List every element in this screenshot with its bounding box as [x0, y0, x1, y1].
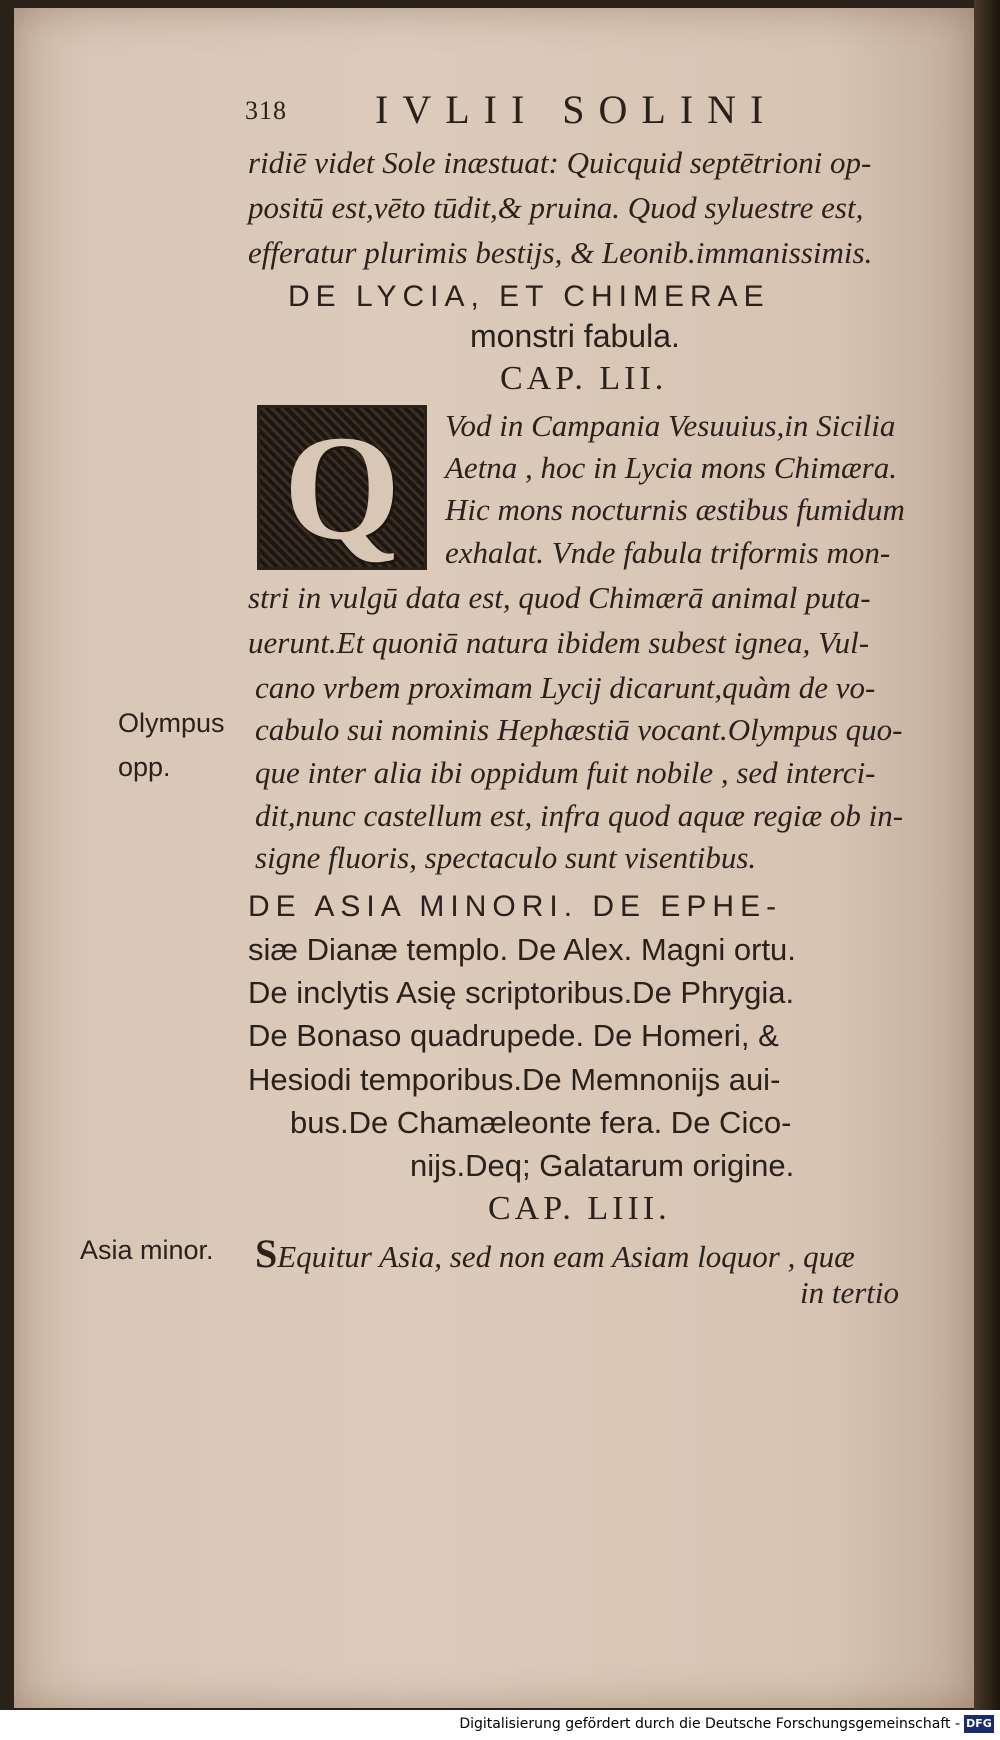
chapter-heading: De inclytis Asię scriptoribus.De Phrygia. — [248, 975, 795, 1010]
text-line: signe fluoris, spectaculo sunt visentibus. — [255, 840, 757, 875]
decorated-initial — [257, 405, 427, 570]
text-line: que inter alia ibi oppidum fuit nobile , sed interci- — [255, 755, 876, 790]
running-head — [245, 86, 785, 132]
footer-bar — [0, 1712, 1000, 1740]
margin-note: Asia minor. — [80, 1235, 214, 1265]
chapter-heading: siæ Dianæ templo. De Alex. Magni ortu. — [248, 932, 796, 967]
text-line: stri in vulgū data est, quod Chimærā animal puta- — [248, 580, 871, 615]
text-line: dit,nunc castellum est, infra quod aquæ regiæ ob in- — [255, 798, 904, 833]
initial-letter: Q — [283, 404, 401, 571]
margin-note: opp. — [118, 752, 171, 782]
text-line-rest: Equitur Asia, sed non eam Asiam loquor , quæ — [277, 1239, 855, 1274]
chapter-label: CAP. LIII. — [488, 1190, 671, 1227]
text-line: positū est,vēto tūdit,& pruina. Quod syluestre est, — [248, 190, 864, 225]
text-line: Hic mons nocturnis æstibus fumidum — [445, 492, 905, 527]
drop-letter: S — [255, 1231, 278, 1276]
text-line: ridiē videt Sole inæstuat: Quicquid septētrioni op- — [248, 145, 872, 180]
text-line: efferatur plurimis bestijs, & Leonib.immanissimis. — [248, 235, 873, 270]
text-line: Aetna , hoc in Lycia mons Chimæra. — [445, 450, 897, 485]
text-line: uerunt.Et quoniā natura ibidem subest ignea, Vul- — [248, 625, 870, 660]
text-line: Vod in Campania Vesuuius,in Sicilia — [445, 408, 896, 443]
text-line: cano vrbem proximam Lycij dicarunt,quàm de vo- — [255, 670, 876, 705]
text-line: exhalat. Vnde fabula triformis mon- — [445, 535, 891, 570]
chapter-heading: Hesiodi temporibus.De Memnonijs aui- — [248, 1062, 781, 1097]
chapter-heading: DE ASIA MINORI. DE EPHE- — [248, 890, 783, 923]
footer-credit: Digitalisierung gefördert durch die Deutsche Forschungsgemeinschaft - — [459, 1716, 960, 1732]
chapter-heading: nijs.Deq; Galatarum origine. — [410, 1148, 795, 1183]
margin-note: Olympus — [118, 708, 225, 738]
catchword: in tertio — [800, 1275, 900, 1310]
text-line: cabulo sui nominis Hephæstiā vocant.Olympus quo- — [255, 712, 903, 747]
chapter-heading: De Bonaso quadrupede. De Homeri, & — [248, 1018, 779, 1053]
chapter-heading: bus.De Chamæleonte fera. De Cico- — [290, 1105, 792, 1140]
page-number: 318 — [245, 96, 287, 125]
book-edge — [974, 0, 1000, 1710]
chapter-heading: monstri fabula. — [470, 318, 680, 354]
chapter-heading: DE LYCIA, ET CHIMERAE — [288, 280, 770, 313]
text-line — [255, 1230, 855, 1277]
running-title: IVLII SOLINI — [375, 87, 778, 132]
chapter-label: CAP. LII. — [500, 360, 668, 397]
dfg-logo-icon: DFG — [964, 1715, 994, 1733]
